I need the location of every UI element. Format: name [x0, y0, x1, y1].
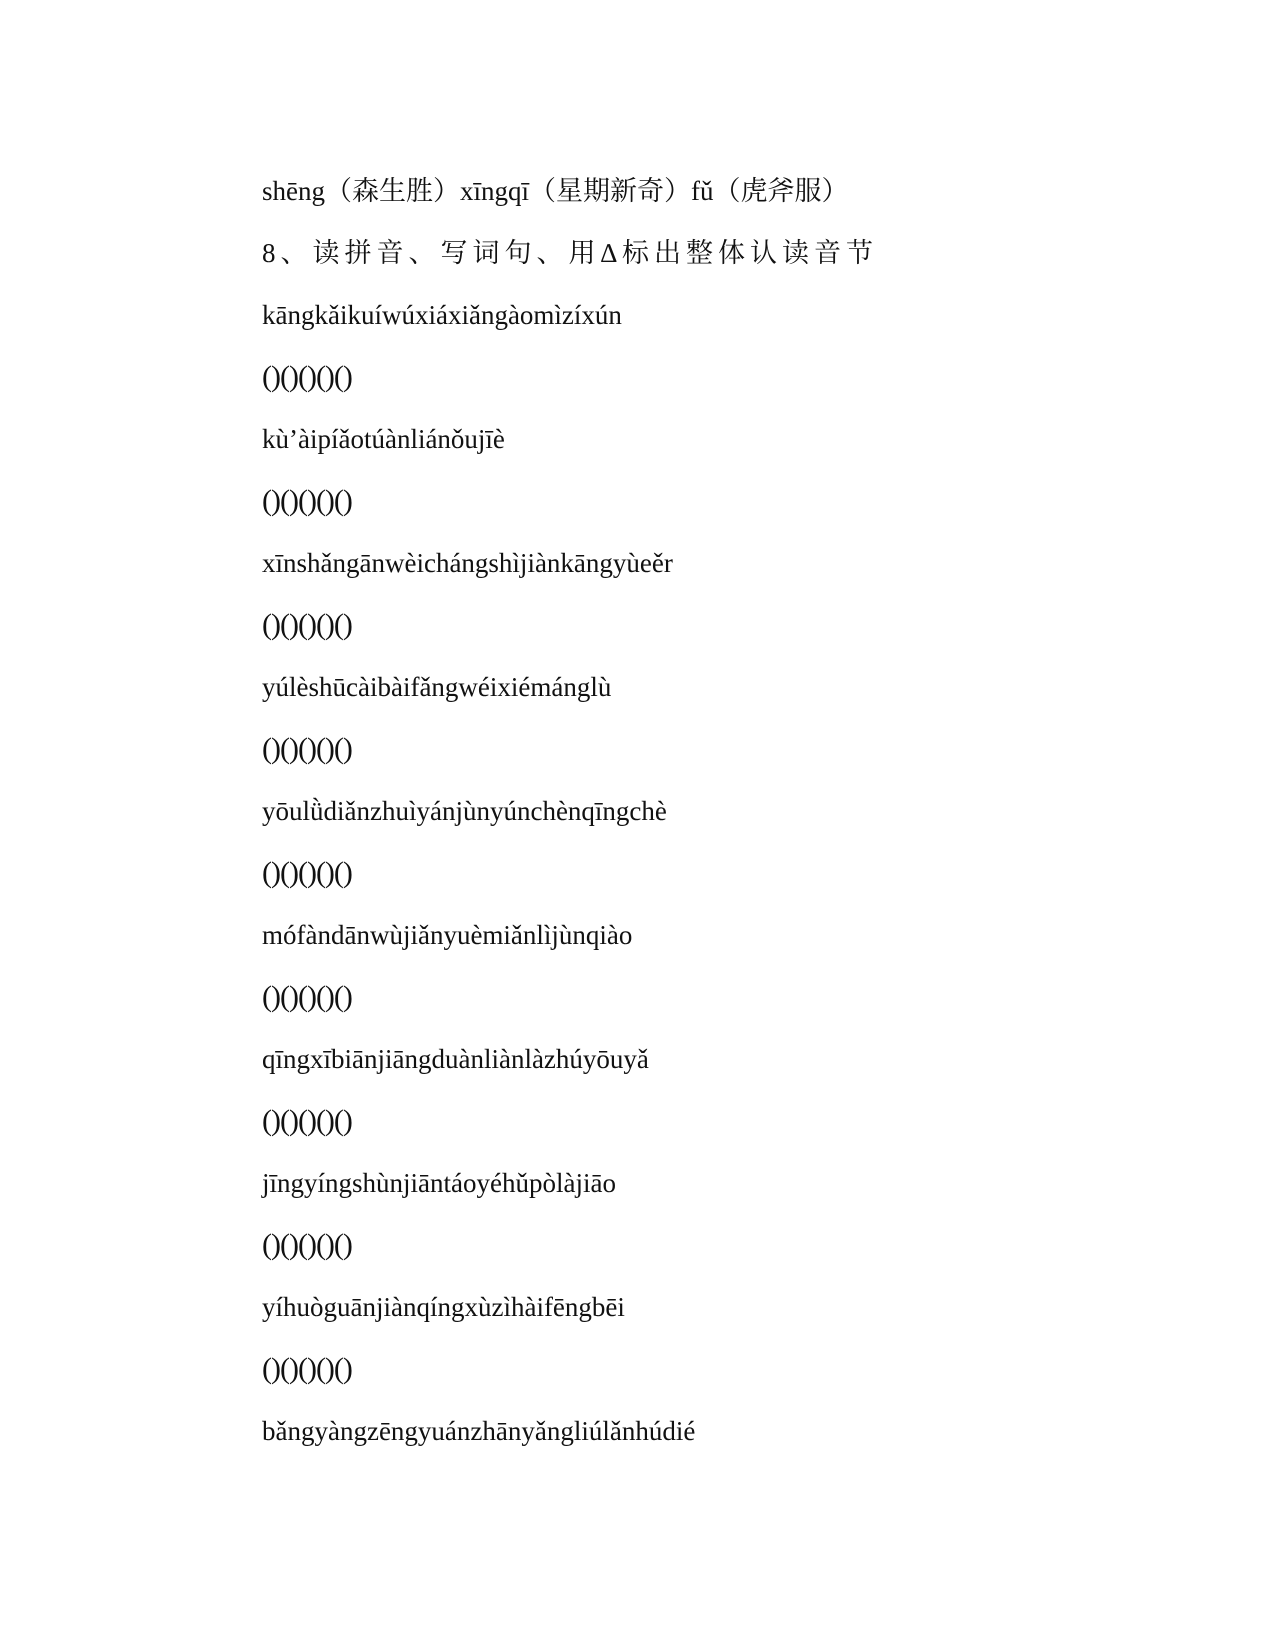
answer-blanks-6: ()()()()() — [262, 980, 352, 1013]
document-body — [262, 168, 1162, 1470]
answer-blanks-4: ()()()()() — [262, 732, 352, 765]
pinyin-line-9: yíhuòguānjiànqíngxùzìhàifēngbēi — [262, 1292, 625, 1322]
pinyin-line-8: jīngyíngshùnjiāntáoyéhǔpòlàjiāo — [262, 1168, 616, 1198]
pinyin-line-6: mófàndānwùjiǎnyuèmiǎnlìjùnqiào — [262, 920, 633, 950]
answer-blanks-7: ()()()()() — [262, 1104, 352, 1137]
text-line-1: shēng（森生胜）xīngqī（星期新奇）fǔ（虎斧服） — [262, 176, 849, 206]
pinyin-line-10: bǎngyàngzēngyuánzhānyǎngliúlǎnhúdié — [262, 1416, 696, 1446]
pinyin-line-2: kù’àipíǎotúànliánǒujīè — [262, 424, 505, 454]
answer-blanks-9: ()()()()() — [262, 1352, 352, 1385]
answer-blanks-2: ()()()()() — [262, 484, 352, 517]
pinyin-line-1: kāngkǎikuíwúxiáxiǎngàomìzíxún — [262, 300, 622, 330]
pinyin-line-7: qīngxībiānjiāngduànliànlàzhúyōuyǎ — [262, 1044, 649, 1074]
answer-blanks-1: ()()()()() — [262, 360, 352, 393]
answer-blanks-8: ()()()()() — [262, 1228, 352, 1261]
answer-blanks-3: ()()()()() — [262, 608, 352, 641]
pinyin-line-3: xīnshǎngānwèichángshìjiànkāngyùeěr — [262, 548, 673, 578]
exercise-heading: 8、读拼音、写词句、用∆标出整体认读音节 — [262, 238, 879, 268]
pinyin-line-5: yōulǜdiǎnzhuìyánjùnyúnchènqīngchè — [262, 796, 667, 826]
answer-blanks-5: ()()()()() — [262, 856, 352, 889]
pinyin-line-4: yúlèshūcàibàifǎngwéixiémánglù — [262, 672, 612, 702]
